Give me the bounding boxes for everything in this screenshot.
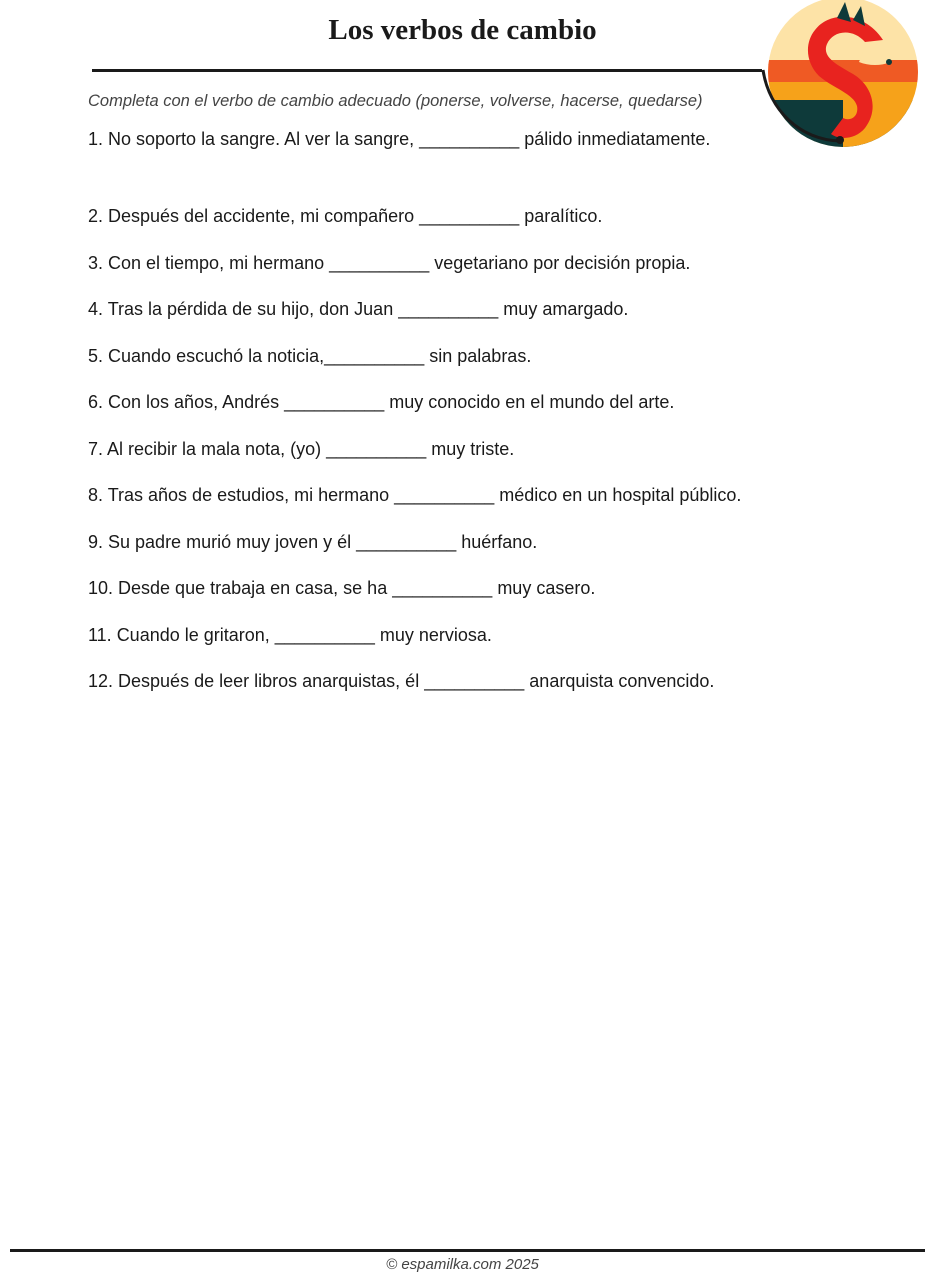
exercise-item: 10. Desde que trabaja en casa, se ha __________ muy casero.: [88, 578, 596, 598]
exercise-item: 8. Tras años de estudios, mi hermano __________ médico en un hospital público.: [88, 485, 742, 505]
exercise-item: 4. Tras la pérdida de su hijo, don Juan __________ muy amargado.: [88, 299, 629, 319]
exercise-item: 6. Con los años, Andrés __________ muy conocido en el mundo del arte.: [88, 392, 675, 412]
espamilka-fox-logo-icon: [755, 0, 925, 150]
exercise-item: 3. Con el tiempo, mi hermano __________ vegetariano por decisión propia.: [88, 253, 691, 273]
exercise-item: 11. Cuando le gritaron, __________ muy nerviosa.: [88, 625, 492, 645]
footer-divider: [10, 1249, 925, 1252]
exercise-item: 1. No soporto la sangre. Al ver la sangre, __________ pálido inmediatamente.: [88, 129, 711, 149]
exercise-item: 9. Su padre murió muy joven y él __________ huérfano.: [88, 532, 538, 552]
exercise-item: 2. Después del accidente, mi compañero __________ paralítico.: [88, 206, 603, 226]
title-divider: [92, 69, 762, 72]
exercise-item: 12. Después de leer libros anarquistas, él __________ anarquista convencido.: [88, 671, 715, 691]
exercise-item: 7. Al recibir la mala nota, (yo) __________ muy triste.: [88, 439, 515, 459]
footer-copyright: © espamilka.com 2025: [386, 1256, 539, 1273]
instructions-text: Completa con el verbo de cambio adecuado (ponerse, volverse, hacerse, quedarse): [88, 92, 703, 110]
page-title: Los verbos de cambio: [328, 14, 597, 46]
exercise-item: 5. Cuando escuchó la noticia,__________ sin palabras.: [88, 346, 532, 366]
